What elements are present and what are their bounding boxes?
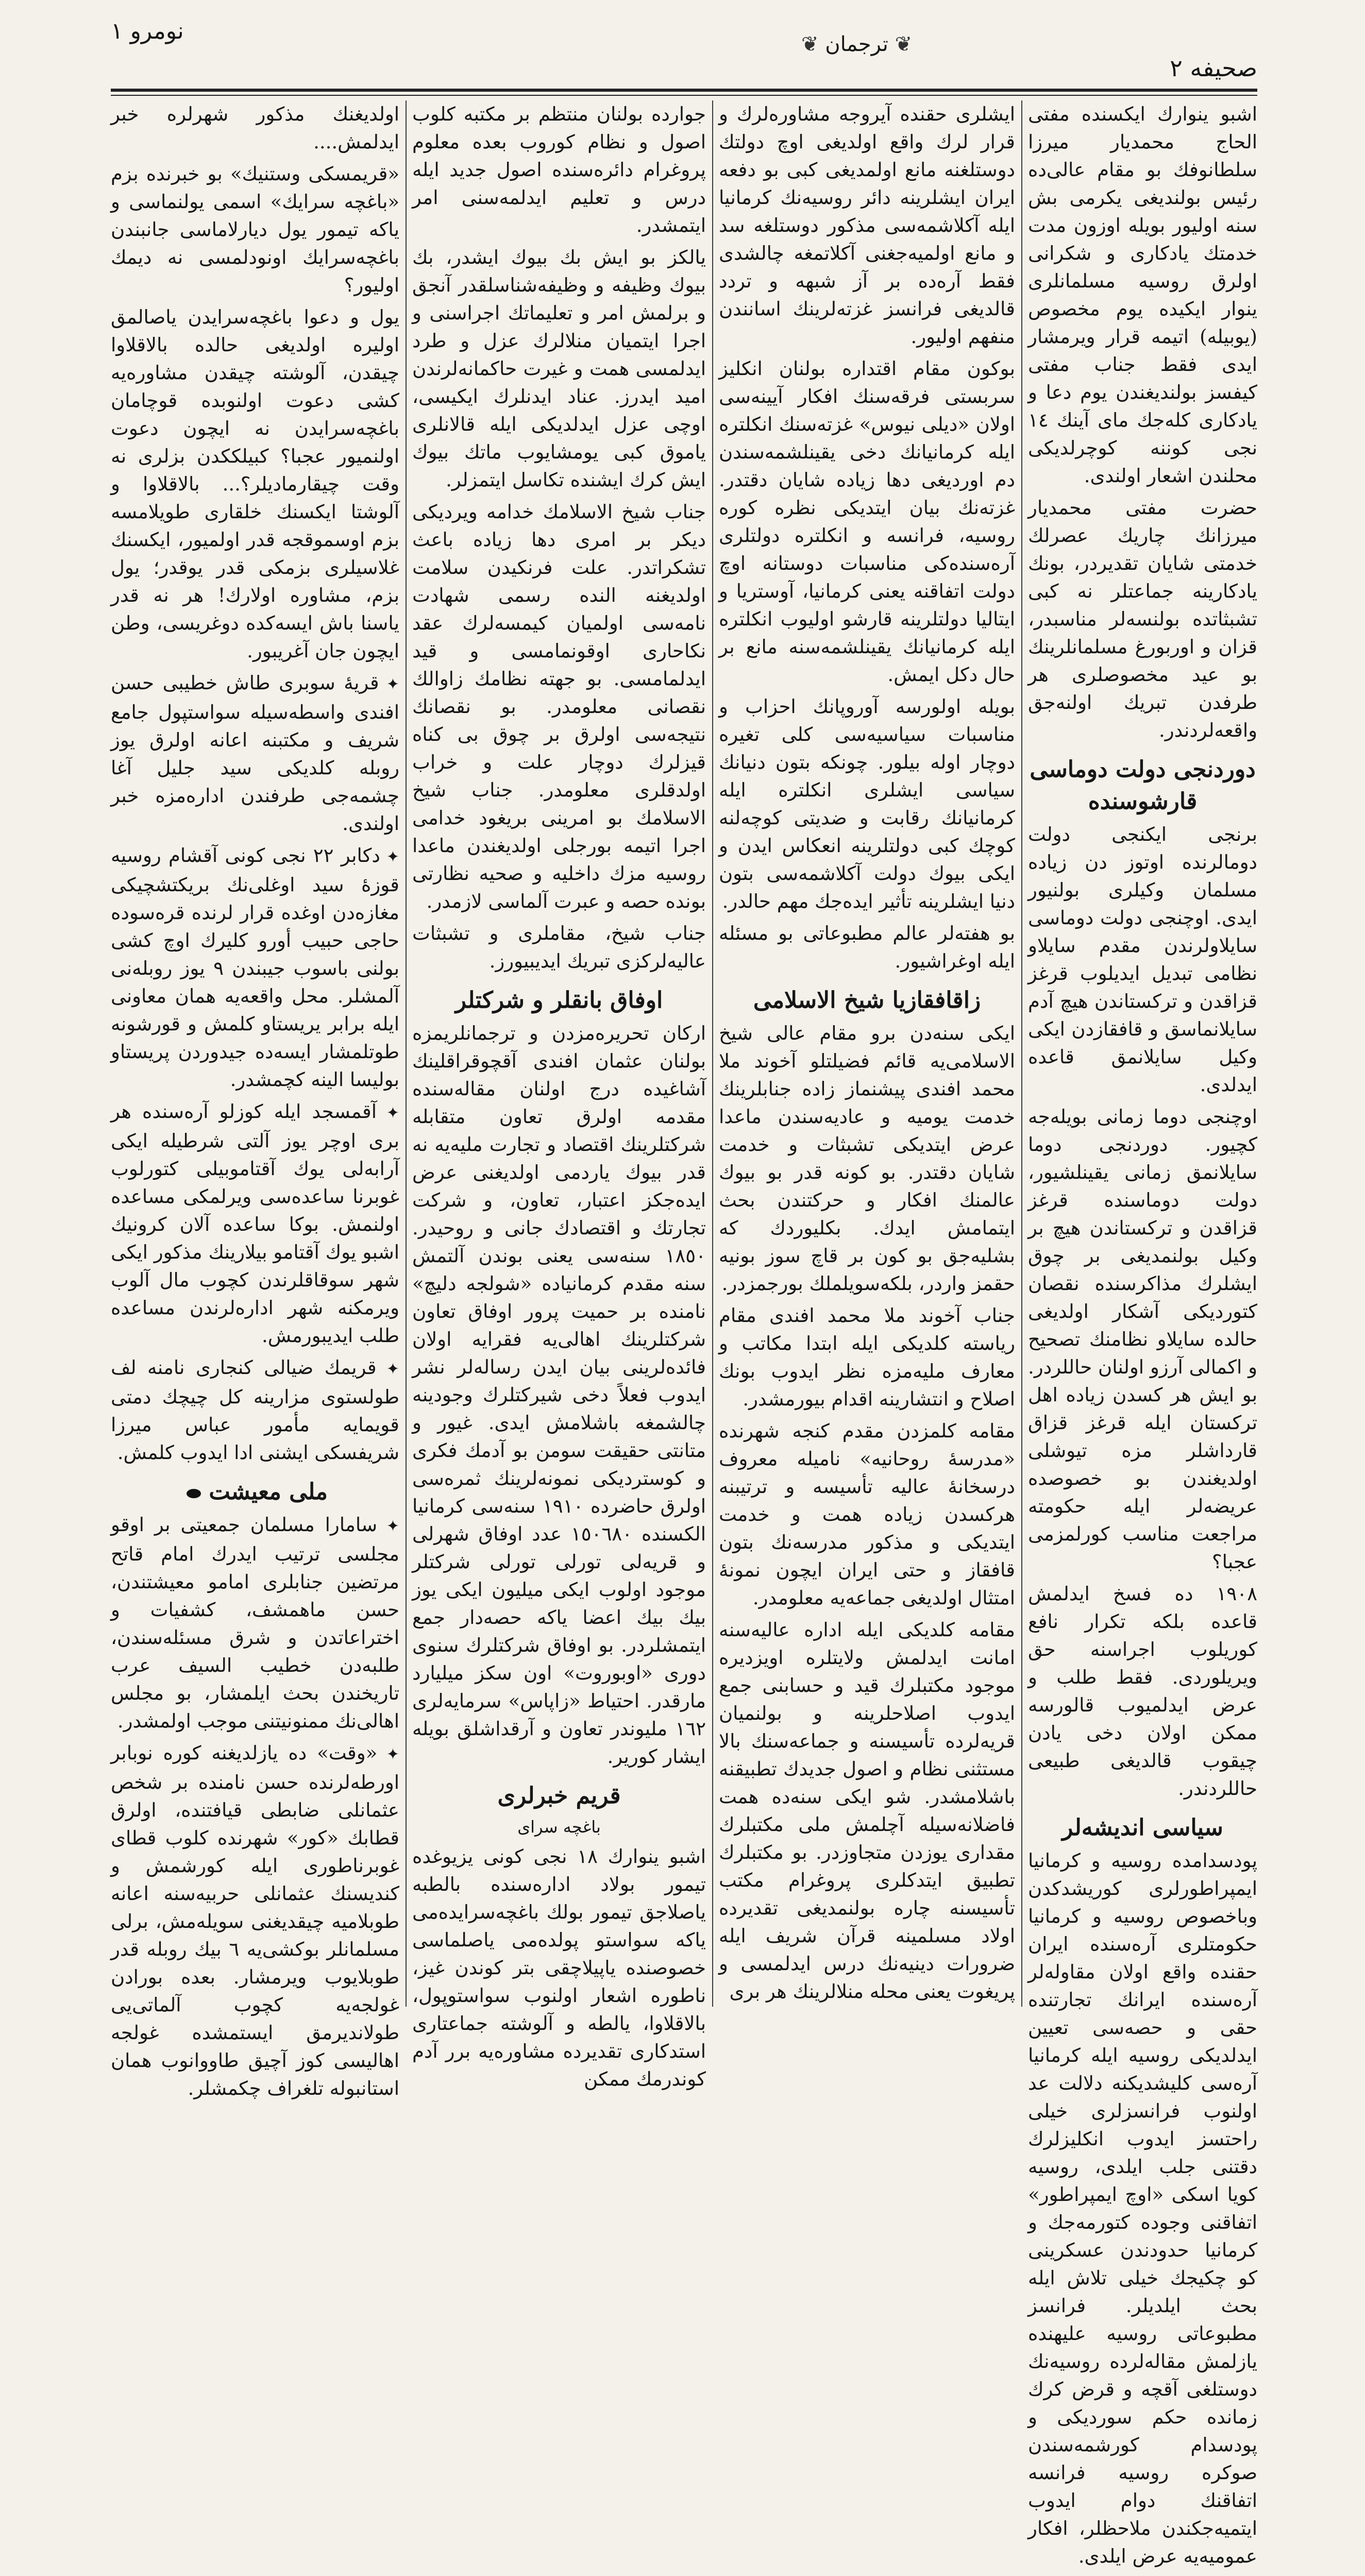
article-paragraph: بوکون مقام اقتداره بولنان انکلیز سربستی فرقه‌سنك افکار آیینه‌سی اولان «دیلی نیوس» غزته‌سنك انکلتره ایله کرمانیانك دخی یقینلشمه‌سندن دم اوردیغی دها زیاده شایان دقتدر. غزته‌نك بیان ایتدیکی نظره کوره روسیه، فرانسه و انکلتره دولتلری آره‌سنده‌کی مناسبات دوستانه اوچ دولت اتفاقنه یعنی کرمانیا، آوستریا و ایتالیا دولتلرینه قارشو اولیوب انکلتره ایله کرمانیانك یقینلشمه‌سنه مانع بر حال دکل ایمش. xyxy=(719,358,1015,686)
column-divider xyxy=(406,100,407,2007)
article-paragraph: یول و دعوا باغچه‌سرایدن یاصالمق اولیره اولدیغی حالده بالاقلاوا چیقدن، آلوشته چیقدن مشاوره‌یه کشی دعوت اولنوبده قوچامان باغچه‌سرایدن نه ایچون دعوت اولنمیور عجبا؟ کبیلککدن بزلری نه وقت چیقارمادیلر؟... بالاقلاوا و آلوشتا ایکسنك خلقاری طویلامسه بزم اوسموقجه قدر اولمیور، ایکسنك غلاسیلری بزمکی قدر یوقدر؛ یول بزم، مشاوره اولارك! هر نه قدر یاسنا باش ایسه‌کده دوغریسی، وطن ایچون جان آغریبور. xyxy=(111,306,399,662)
article-paragraph: جناب آخوند ملا محمد افندی مقام ریاسته کلدیکی ایله ابتدا مکاتب و معارف ملیه‌مزه نظر ایدوب بونك اصلاح و انتشارینه اقدام بیورمشدر. xyxy=(719,1304,1015,1410)
news-item: ✦ دکابر ٢٢ نجی کونی آقشام روسیه قوزهٔ سید اوغلی‌نك بریکتشچیکی مغازه‌دن اوغده قرار لرنده قره‌سوده حاجی حبیب أورو کلیرك اوچ کشی بولنی باسوب جیبندن ٩ یوز روبله‌نی آلمشلر. محل واقعه‌یه همان معاونی ایله برابر یریستاو کلمش و قورشونه طوتلمشار ایسه‌ده جیدوردن پریستاو بولیسا الینه کچمشدر. xyxy=(111,844,399,1091)
heading-ornament-icon xyxy=(187,1489,201,1498)
article-paragraph: ایکی سنه‌دن برو مقام عالی شیخ الاسلامی‌یه قائم فضیلتلو آخوند ملا محمد افندی پیشنماز زاده جنابلرینك خدمت یومیه و عادیه‌سندن ماعدا عرض ایتدیکی تشبثات و خدمت شایان دقتدر. بو کونه قدر بو بیوك عالمنك افکار و حرکتندن بحث ایتمامش ایدك. بکلیوردك که بشلیه‌جق بو کون بر قاچ سوز بونیه حقمز واردر، بلکه‌سویلملك بورجمزدر. xyxy=(719,1022,1015,1295)
header-rule xyxy=(111,89,1257,92)
title-ornament-icon: ❦ xyxy=(801,32,819,56)
title-ornament-icon: ❦ xyxy=(888,32,913,56)
section-heading: زاقافقازیا شیخ الاسلامی xyxy=(753,987,981,1013)
column-divider xyxy=(1021,100,1022,2007)
article-paragraph: جناب شیخ الاسلامك خدامه ویردیکی دیکر بر امری دها زیاده باعث تشکراتدر. علت فرنکیدن سلامت اولدیغنه النده رسمی شهادت نامه‌سی اولمیان کیمسه‌لرك عقد نکاحاری اوقونمامسی و قید ایدلمامسی. بو جهته نظامك زاوالك نقصانی معلومدر. بو نقصانك نتیجه‌سی اولرق بر چوق بی کناه قیزلرك دوچار علت و خراب اولدقلری معلومدر. جناب شیخ الاسلامك بو امرینی بریغود خدامی اجرا اتیمه بورجلی اولدیغندن ماعدا روسیه مزك داخلیه و صحیه نظارتی بونده حصه و عبرت آلماسی لازمدر. xyxy=(412,501,706,912)
article-paragraph: اولدیغنك مذکور شهرلره خبر ایدلمش.... xyxy=(111,103,399,153)
dateline: باغچه سرای xyxy=(517,1817,601,1837)
column-4 xyxy=(111,100,399,2099)
article-paragraph: اوچنجی دوما زمانی بویله‌جه کچیور. دوردنجی دوما سایلانمق زمانی یقینلشیور، دولت دوماسنده قرغز قزاقدن و ترکستاندن هیچ بر وکیل بولنمدیغی بر چوق ایشلرك مذاکرسنده نقصان کتوردیکی آشکار اولدیغی حالده سایلاو نظامنك تصحیح و اکمالی آرزو اولنان حاللردر. بو ایش هر کسدن زیاده اهل ترکستان ایله قرغز قزاق قارداشلر مزه تیوشلی اولدیغندن بو خصوصده عریضه‌لر ایله حکومته مراجعت مناسب کورلمزمی عجبا؟ xyxy=(1028,1106,1257,1573)
news-item: ✦ آقمسجد ایله کوزلو آره‌سنده هر بری اوچر یوز آلتی شرطیله ایکی آرابه‌لی یوك آقتاموبیلی کتورلوب غوبرنا ساعده‌سی ویرلمکی مساعده اولنمش. بوکا ساعده آلان کرونیك اشبو یوك آقتامو بیلارینك مذکور ایکی شهر سوقاقلرندن کچوب مال آلوب ویرمکنه شهر اداره‌لرندن مساعده طلب ایدیبورمش. xyxy=(111,1100,399,1347)
star-bullet-icon: ✦ xyxy=(380,848,399,866)
article-paragraph: ١٩٠٨ ده فسخ ایدلمش قاعده بلکه تکرار نافع کوریلوب اجراسنه حق ویریلوردی. فقط طلب و عرض ایدلمیوب قالورسه ممکن اولان دخی یادن چیقوب قالدیغی طبیعی حاللردندر. xyxy=(1028,1583,1257,1800)
newspaper-title: ترجمان xyxy=(825,32,888,56)
article-paragraph: جناب شیخ، مقاملری و تشبثات عالیه‌لرکزی تبریك ایدیبیورز. xyxy=(412,922,706,972)
article-paragraph: اشبو ینوارك ایکسنده مفتی الحاج محمدیار میرزا سلطانوفك بو مقام عالی‌ده رئیس بولندیغی یکرمی بش سنه اولیور بویله اوزون مدت خدمتك یادکاری و شکرانی اولرق روسیه مسلمانلری ینوار ایکیده یوم مخصوص (یوبیله) اتیمه قرار ویرمشار ایدی فقط جناب مفتی کیفسز بولندیغندن یوم دعا و یادکاری کله‌جك مای آینك ١٤ نجی کوننه کوچرلدیکی محلندن اشعار اولندی. xyxy=(1028,103,1257,487)
star-bullet-icon: ✦ xyxy=(379,675,399,693)
article-paragraph: ایشلری حقنده آیروجه مشاوره‌لرك و قرار لرك واقع اولدیغی اوچ دولتك دوستلغنه مانع اولمدیغی کبی بو دفعه ایران ایشلرینه دائر روسیه‌نك کرمانیا ایله آکلاشمه‌سی مذکور دوستلغه سد و مانع اولمیه‌جغنی آکلاتمغه چالشدی فقط آره‌ده بر آز شبهه و تردد قالدیغی فرانسز غزته‌لرینك اسانندن منفهم اولیور. xyxy=(719,103,1015,348)
article-paragraph: حضرت مفتی محمدیار میرزانك چاریك عصرلك خدمتی شایان تقدیردر، بونك یادکارینه جماعتلر نه کبی تشبثاتده بولنسه‌لر مناسبدر، قزان و اوربورغ مسلمانلرینك بو عید مخصوصلری هر طرفدن تبریك اولنه‌جق واقعه‌لردندر. xyxy=(1028,497,1257,741)
column-2 xyxy=(719,100,1015,2022)
article-paragraph: بویله اولورسه آوروپانك احزاب و مناسبات سیاسیه‌سی کلی تغیره دوچار اوله بیلور. چونکه بتون دنیانك سیاسی ایشلری انکلتره ایله کرمانیانك رقابت و ضدیتی کوچه‌لنه کوچك کبی دولتلرینه انعکاس ایدن و ایکی بیوك دولت آکلاشمه‌سی بتون دنیا ایشلرینه تأثیر ایده‌جك مهم حالدر. xyxy=(719,696,1015,912)
column-divider xyxy=(712,100,713,2007)
article-paragraph: ارکان تحریره‌مزدن و ترجمانلریمزه بولنان عثمان افندی آقچوقراقلینك آشاغیده درج اولنان مقاله‌سنده مقدمه اولرق تعاون متقابله شرکتلرینك اقتصاد و تجارت ملیه‌یه نه قدر بیوك یاردمی اولدیغنی عرض ایده‌جکز اعتبار، تعاون، و شرکت تجارتك و اقتصادك جانی و روحیدر. ١٨٥٠ سنه‌سی یعنی بوندن آلتمش سنه مقدم کرمانیاده «شولجه دلیچ» نامنده بر حمیت پرور اوفاق تعاون شرکتلرینك اهالی‌یه فقرایه اولان فائده‌لرینی بیان ایدن رساله‌لر نشر ایدوب فعلاً دخی شیرکتلرك وجودینه چالشمغه باشلامش ایدی. غیور و متانتی حقیقت سومن بو آدمك فکری و کوستردیکی نمونه‌لرینك ثمره‌سی اولرق حاضرده ١٩١٠ سنه‌سی کرمانیا الکسنده ١٥٠٦٨٠ عدد اوفاق شهرلی و قریه‌لی تورلی تورلی شرکتلر موجود اولوب ایکی میلیون ایکی یوز بیك بیك اعضا یاکه حصه‌دار جمع ایتمشلردر. بو اوفاق شرکتلرك سنوی دوری «اوبوروت» اون سکز میلیارد مارقدر. احتیاط «زاپاس» سرمایه‌لری ١٦٢ ملیوندر تعاون و آرقداشلق بویله ایشار کوریر. xyxy=(412,1022,706,1768)
header-rule-thin xyxy=(111,95,1257,96)
section-heading: دوردنجی دولت دوماسی قارشوسنده xyxy=(1030,756,1256,815)
star-bullet-icon: ✦ xyxy=(376,1360,399,1378)
star-bullet-icon: ✦ xyxy=(377,1517,399,1535)
news-item: ✦ قریهٔ سوبری طاش خطیبی حسن افندی واسطه‌سیله سواستپول جامع شریف و مکتبنه اعانه اولرق یوز روبله کلدیکی سید جلیل آغا چشمه‌جی طرفندن اداره‌مزه خبر اولندی. xyxy=(111,672,399,835)
article-paragraph: اشبو ینوارك ١٨ نجی کونی یزیوغده تیمور بولاد اداره‌سنده بالطبه یاصلاجق تیمور بولك باغچه‌سرایده‌می یاکه سواستو پولده‌می یاصلماسی خصوصنده یاپیلاچقی بتر کوندن غیز، ناطوره اشعار اولنوب سواستوپول، بالاقلاوا، یالطه و آلوشته جماعتاری استدکاری تقدیرده مشاوره‌یه برر آدم کوندرمك ممکن xyxy=(412,1845,706,2090)
masthead xyxy=(111,13,1257,82)
column-3 xyxy=(412,100,706,2090)
issue-number: نومرو ١ xyxy=(111,18,184,44)
page-number: صحیفه ٢ xyxy=(1170,54,1257,82)
article-paragraph: «قریمسکی وستنیك» بو خبرنده بزم «باغچه سرایك» اسمی یولنماسی و یاکه تیمور یول دیارلاماسی جانبندن باغچه‌سرایك اونودلمسی نه دیمك اولیور؟ xyxy=(111,163,399,296)
section-heading: قریم خبرلری xyxy=(497,1783,621,1809)
article-paragraph: بو هفته‌لر عالم مطبوعاتی بو مسئله ایله اوغراشیور. xyxy=(719,922,1015,972)
article-paragraph: پودسدامده روسیه و کرمانیا ایمپراطورلری کوریشدکدن وباخصوص روسیه و کرمانیا حکومتلری آره‌سنده ایران حقنده واقع اولان مقاوله‌لر آره‌سنده ایرانك تجارتنده حقی و حصه‌سی تعیین ایدلدیکی روسیه ایله کرمانیا آره‌سی کلیشدیکنه دلالت عد اولنوب فرانسزلری خیلی راحتسز ایدوب انکلیزلرك دقتنی جلب ایلدی، روسیه کویا اسکی «اوچ ایمپراطور» اتفاقنی وجوده کتورمه‌جك و کرمانیا حدودندن عسکرینی کو چکیجك خیلی تلاش ایله بحث ایلدیلر. فرانسز مطبوعاتی روسیه علیهنده یازلمش مقاله‌لرده روسیه‌نك دوستلغی آقچه و قرض کرك زمانده حکم سوردیکی و پودسدام کورشمه‌سندن صوکره روسیه فرانسه اتفاقنك دوام ایدوب ایتمیه‌جکندن ملاحظلر، افکار عمومیه‌یه عرض ایلدی. xyxy=(1028,1850,1257,2567)
section-heading: سیاسی اندیشه‌لر xyxy=(1062,1815,1223,1841)
news-item: ✦ «وقت» ده یازلدیغنه کوره نوبابر اورطه‌لرنده حسن نامنده بر شخص عثمانلی ضابطی قیافتنده، اولرق قطابك «کور» شهرنده کلوب قطای غوبرناطوری ایله کورشمش و کندیسنك عثمانلی حربیه‌سنه اعانه طوبلامیه چیقدیغنی سویله‌مش، برلی مسلمانلر بوکشی‌یه ٦ بیك روبله قدر طوبلایوب ویرمشار. بعده بورادن غولجه‌یه کچوب آلماتی‌یی طولاندیرمق ایستمشده غولجه اهالیسی کوز آچیق طاووانوب همان استانبوله تلغراف چکمشلر. xyxy=(111,1742,399,2099)
article-paragraph: جوارده بولنان منتظم بر مکتبه کلوب اصول و نظام کوروب بعده معلوم پروغرام دائره‌سنده اصول جدید ایله درس و تعلیم ایدلمه‌سنی امر ایتمشدر. xyxy=(412,103,706,236)
news-item: ✦ قریمك ضیالی کنجاری نامنه لف طولستوی مزارینه کل چیچك دمتی قویمایه مأمور عباس میرزا شریفسکی ایشنی ادا ایدوب کلمش. xyxy=(111,1357,399,1464)
article-paragraph: یالکز بو ایش بك بیوك ایشدر، بك بیوك وظیفه و وظیفه‌شناسلقدر آنجق و برلمش امر و تعلیماتك اجراسنی و اجرا ایتمیان منلالرك عزل و طرد ایدلمسی همت و غیرت حاکمانه‌لرندن امید ایدرز. عناد ایدنلرك ایکیسی، اوچی عزل ایدلدیکی ایله قالانلری یاموق کبی یومشایوب ماتك بیوك ایش کرك ایشنده تکاسل ایتمزلر. xyxy=(412,246,706,491)
article-paragraph: مقامه کلمزدن مقدم کنجه شهرنده «مدرسهٔ روحانیه» نامیله معروف درسخانهٔ عالیه تأسیسه و ترتیبنه هرکسدن زیاده همت و خدمت ایتدیکی و مذکور مدرسه‌نك بتون قافقاز و حتی ایران ایچون نمونهٔ امتثال اولدیغی جماعه‌یه معلومدر. xyxy=(719,1420,1015,1609)
star-bullet-icon: ✦ xyxy=(377,1104,399,1122)
masthead-title xyxy=(801,32,912,56)
article-paragraph: مقامه کلدیکی ایله اداره عالیه‌سنه امانت ایدلمش ولایتلره اویزدیره موجود مکتبلرك قید و حسابنی جمع ایدوب اصلاحلرینه و بولنمیان قریه‌لرده تأسیسنه و جماعه‌سنك بالا مستثنی نظام و اصول جدیدك تطبیقنه باشلامشدر. شو ایکی سنه‌ده همت فاضلانه‌سیله آچلمش ملی مکتبلرك مقداری یوزدن متجاوزدر. بو مکتبلرك تطبیق ایتدکلری پروغرام مکتب تأسیسنه چاره بولنمدیغی تقدیرده اولاد مسلمینه قرآن شریف ایله ضرورات دینیه‌نك درس ایدلمسی و پریغوت یعنی محله منلالرینك هر بری xyxy=(719,1619,1015,2003)
news-item: ✦ سامارا مسلمان جمعیتی بر اوقو مجلسی ترتیب ایدرك امام قاتح مرتضین جنابلری امامو معیشتندن، حسن ماهمشف، کشفیات و اختراعاتدن و شرق مسئله‌سندن، طلبه‌دن خطیب السیف عرب تاریخندن بحث ایلمشار، بو مجلس اهالی‌نك ممنونیتنی موجب اولمشدر. xyxy=(111,1514,399,1732)
section-heading: اوفاق بانقلر و شرکتلر xyxy=(455,987,663,1013)
star-bullet-icon: ✦ xyxy=(377,1745,399,1764)
column-1 xyxy=(1028,100,1257,2567)
section-heading: ملی معیشت xyxy=(111,1476,399,1508)
article-paragraph: برنجی ایکنجی دولت دومالرنده اوتوز دن زیاده مسلمان وکیلری بولنیور ایدی. اوچنجی دولت دوماسی سایلاولرندن مقدم سایلاو نظامی تبدیل ایدیلوب قرغز قزاقدن و ترکستاندن هیچ آدم سایلانماسق و قافقازدن ایکی وکیل سایلانمق قاعده ایدلدی. xyxy=(1028,823,1257,1096)
